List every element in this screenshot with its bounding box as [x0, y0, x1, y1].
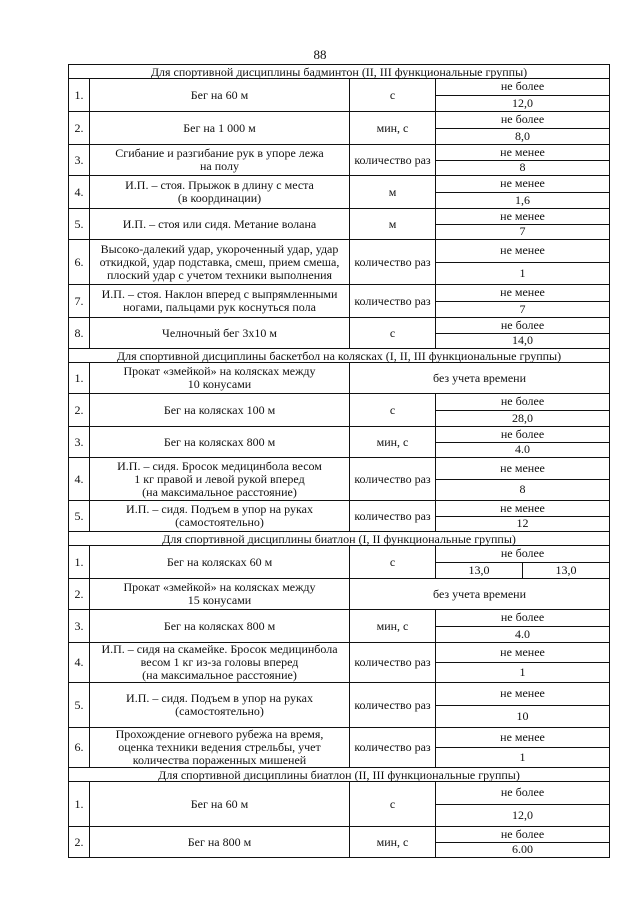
- value-cell: 8: [436, 479, 610, 501]
- standards-table: [68, 64, 610, 858]
- value-cell: 12: [436, 516, 610, 532]
- table-row: [69, 683, 610, 706]
- row-number: 6.: [69, 240, 90, 285]
- unit: количество раз: [350, 145, 436, 176]
- test-name-line: Прокат «змейкой» на колясках между: [123, 364, 316, 378]
- table-row: [69, 610, 610, 627]
- value-cell: 4.0: [436, 626, 610, 643]
- test-name-line: оценка техники ведения стрельбы, учет: [118, 740, 321, 754]
- table-row: [69, 643, 610, 663]
- row-number: 2.: [69, 112, 90, 145]
- value-cell: 12,0: [436, 95, 610, 112]
- row-number: 1.: [69, 363, 90, 394]
- table-row: [69, 394, 610, 411]
- test-name-line: Челночный бег 3x10 м: [162, 325, 277, 340]
- test-name: [90, 427, 350, 458]
- test-name: [90, 610, 350, 643]
- test-name: [90, 579, 350, 610]
- condition: не более: [436, 394, 610, 411]
- section-header-row: [69, 532, 610, 546]
- test-name-line: (самостоятельно): [175, 515, 264, 529]
- table-row: [69, 145, 610, 161]
- value-cell: 28,0: [436, 410, 610, 427]
- unit: с: [350, 546, 436, 579]
- unit: м: [350, 176, 436, 209]
- value-cell: 8,0: [436, 128, 610, 145]
- value-cell: 1: [436, 262, 610, 285]
- condition: не менее: [436, 643, 610, 663]
- table-row: [69, 546, 610, 563]
- unit: м: [350, 209, 436, 240]
- table-row: [69, 176, 610, 193]
- test-name: [90, 394, 350, 427]
- page-number: 88: [313, 47, 327, 62]
- table-row: [69, 827, 610, 843]
- value-cell: 14,0: [436, 333, 610, 349]
- row-number: 5.: [69, 501, 90, 532]
- section-header-row: [69, 65, 610, 79]
- table-row: [69, 458, 610, 480]
- test-name: [90, 363, 350, 394]
- section-title: Для спортивной дисциплины биатлон (II, III функциональные группы): [69, 768, 610, 782]
- row-number: 2.: [69, 579, 90, 610]
- value-cell: 7: [436, 224, 610, 240]
- test-name: [90, 728, 350, 768]
- value-cell: 6.00: [436, 842, 610, 858]
- value-cell: 4.0: [436, 442, 610, 458]
- condition: не более: [436, 827, 610, 843]
- section-title: Для спортивной дисциплины баскетбол на колясках (I, II, III функциональные группы): [69, 349, 610, 363]
- row-number: 7.: [69, 285, 90, 318]
- test-name-line: Бег на 60 м: [190, 796, 249, 811]
- condition: не менее: [436, 683, 610, 706]
- unit: количество раз: [350, 728, 436, 768]
- test-name: [90, 240, 350, 285]
- unit: количество раз: [350, 458, 436, 501]
- unit: количество раз: [350, 240, 436, 285]
- table-row: [69, 209, 610, 225]
- test-name-line: 1 кг правой и левой рукой вперед: [134, 471, 305, 486]
- row-number: 5.: [69, 683, 90, 728]
- row-number: 1.: [69, 782, 90, 827]
- test-name-line: весом 1 кг из-за головы вперед: [140, 655, 299, 669]
- condition: не менее: [436, 285, 610, 302]
- unit: с: [350, 394, 436, 427]
- test-name-line: Высоко-далекий удар, укороченный удар, удар: [100, 241, 339, 256]
- unit: количество раз: [350, 285, 436, 318]
- test-name-line: Бег на колясках 100 м: [163, 402, 276, 417]
- condition: не более: [436, 112, 610, 129]
- unit: мин, с: [350, 112, 436, 145]
- unit: количество раз: [350, 683, 436, 728]
- test-name-line: И.П. – сидя на скамейке. Бросок медицинбола: [101, 642, 338, 656]
- test-name-line: 10 конусами: [187, 377, 252, 391]
- condition: не более: [436, 427, 610, 443]
- condition: не более: [436, 782, 610, 805]
- row-number: 6.: [69, 728, 90, 768]
- test-name-line: Бег на колясках 60 м: [166, 554, 273, 569]
- test-name-line: Сгибание и разгибание рук в упоре лежа: [115, 146, 324, 160]
- unit: мин, с: [350, 827, 436, 858]
- table-row: [69, 427, 610, 443]
- test-name-line: 15 конусами: [187, 593, 252, 607]
- unit: мин, с: [350, 610, 436, 643]
- test-name-line: количества пораженных мишеней: [132, 753, 307, 767]
- value-cell: 13,0: [436, 562, 523, 579]
- row-number: 8.: [69, 318, 90, 349]
- condition: не более: [436, 79, 610, 96]
- test-name: [90, 209, 350, 240]
- unit: мин, с: [350, 427, 436, 458]
- value-cell: 1: [436, 748, 610, 768]
- test-name: [90, 112, 350, 145]
- test-name-line: (на максимальное расстояние): [142, 484, 297, 499]
- merged-value: без учета времени: [350, 579, 610, 610]
- condition: не менее: [436, 209, 610, 225]
- test-name-line: плоский удар с учетом техники выполнения: [106, 267, 333, 282]
- table-row: [69, 782, 610, 805]
- condition: не менее: [436, 728, 610, 748]
- test-name: [90, 79, 350, 112]
- section-header-row: [69, 768, 610, 782]
- condition: не более: [436, 318, 610, 334]
- section-title: Для спортивной дисциплины биатлон (I, II функциональные группы): [69, 532, 610, 546]
- row-number: 3.: [69, 427, 90, 458]
- test-name-line: И.П. – стоя или сидя. Метание волана: [122, 216, 317, 231]
- condition: не более: [436, 610, 610, 627]
- value-cell: 8: [436, 160, 610, 176]
- test-name-line: Бег на 800 м: [187, 834, 252, 849]
- row-number: 4.: [69, 458, 90, 501]
- row-number: 4.: [69, 643, 90, 683]
- table-row: [69, 501, 610, 517]
- table-row: [69, 728, 610, 748]
- condition: не менее: [436, 240, 610, 263]
- merged-value: без учета времени: [350, 363, 610, 394]
- test-name: [90, 285, 350, 318]
- row-number: 5.: [69, 209, 90, 240]
- row-number: 1.: [69, 546, 90, 579]
- condition: не менее: [436, 145, 610, 161]
- row-number: 3.: [69, 145, 90, 176]
- row-number: 1.: [69, 79, 90, 112]
- table-row: [69, 112, 610, 129]
- value-cell: 1,6: [436, 192, 610, 209]
- condition: не менее: [436, 501, 610, 517]
- test-name-line: И.П. – сидя. Подъем в упор на руках: [126, 691, 313, 705]
- value-cell: 7: [436, 301, 610, 318]
- table-row: [69, 579, 610, 610]
- test-name-line: И.П. – сидя. Подъем в упор на руках: [126, 502, 313, 516]
- test-name-line: откидкой, удар подставка, смеш, прием смеша,: [99, 254, 340, 269]
- test-name: [90, 458, 350, 501]
- table-row: [69, 240, 610, 263]
- test-name: [90, 782, 350, 827]
- test-name-line: Прохождение огневого рубежа на время,: [115, 727, 324, 741]
- test-name-line: Бег на 60 м: [190, 87, 249, 102]
- row-number: 2.: [69, 827, 90, 858]
- table-row: [69, 79, 610, 96]
- test-name-line: (на максимальное расстояние): [142, 668, 297, 682]
- value-cell: 10: [436, 705, 610, 728]
- test-name-line: ногами, пальцами рук коснуться пола: [123, 300, 316, 314]
- test-name-line: И.П. – сидя. Бросок медицинбола весом: [117, 458, 322, 473]
- test-name-line: на полу: [200, 159, 239, 173]
- unit: с: [350, 318, 436, 349]
- test-name: [90, 643, 350, 683]
- test-name: [90, 176, 350, 209]
- unit: с: [350, 782, 436, 827]
- test-name: [90, 827, 350, 858]
- table-row: [69, 285, 610, 302]
- table-row: [69, 318, 610, 334]
- test-name-line: И.П. – стоя. Прыжок в длину с места: [125, 178, 314, 192]
- value-cell: 1: [436, 663, 610, 683]
- test-name-line: Бег на колясках 800 м: [163, 618, 276, 633]
- row-number: 4.: [69, 176, 90, 209]
- test-name-line: И.П. – стоя. Наклон вперед с выпрямленными: [101, 287, 338, 301]
- test-name-line: Бег на 1 000 м: [183, 120, 256, 135]
- unit: количество раз: [350, 501, 436, 532]
- test-name-line: Бег на колясках 800 м: [163, 434, 276, 449]
- test-name: [90, 546, 350, 579]
- section-title: Для спортивной дисциплины бадминтон (II, III функциональные группы): [69, 65, 610, 79]
- condition: не менее: [436, 458, 610, 480]
- test-name: [90, 318, 350, 349]
- value-cell: 13,0: [523, 562, 610, 579]
- unit: с: [350, 79, 436, 112]
- test-name: [90, 501, 350, 532]
- table-row: [69, 363, 610, 394]
- row-number: 3.: [69, 610, 90, 643]
- test-name-line: (в координации): [177, 191, 262, 205]
- condition: не менее: [436, 176, 610, 193]
- section-header-row: [69, 349, 610, 363]
- test-name-line: (самостоятельно): [175, 704, 264, 718]
- test-name-line: Прокат «змейкой» на колясках между: [123, 580, 316, 594]
- test-name: [90, 145, 350, 176]
- condition: не более: [436, 546, 610, 563]
- row-number: 2.: [69, 394, 90, 427]
- test-name: [90, 683, 350, 728]
- value-cell: 12,0: [436, 804, 610, 827]
- unit: количество раз: [350, 643, 436, 683]
